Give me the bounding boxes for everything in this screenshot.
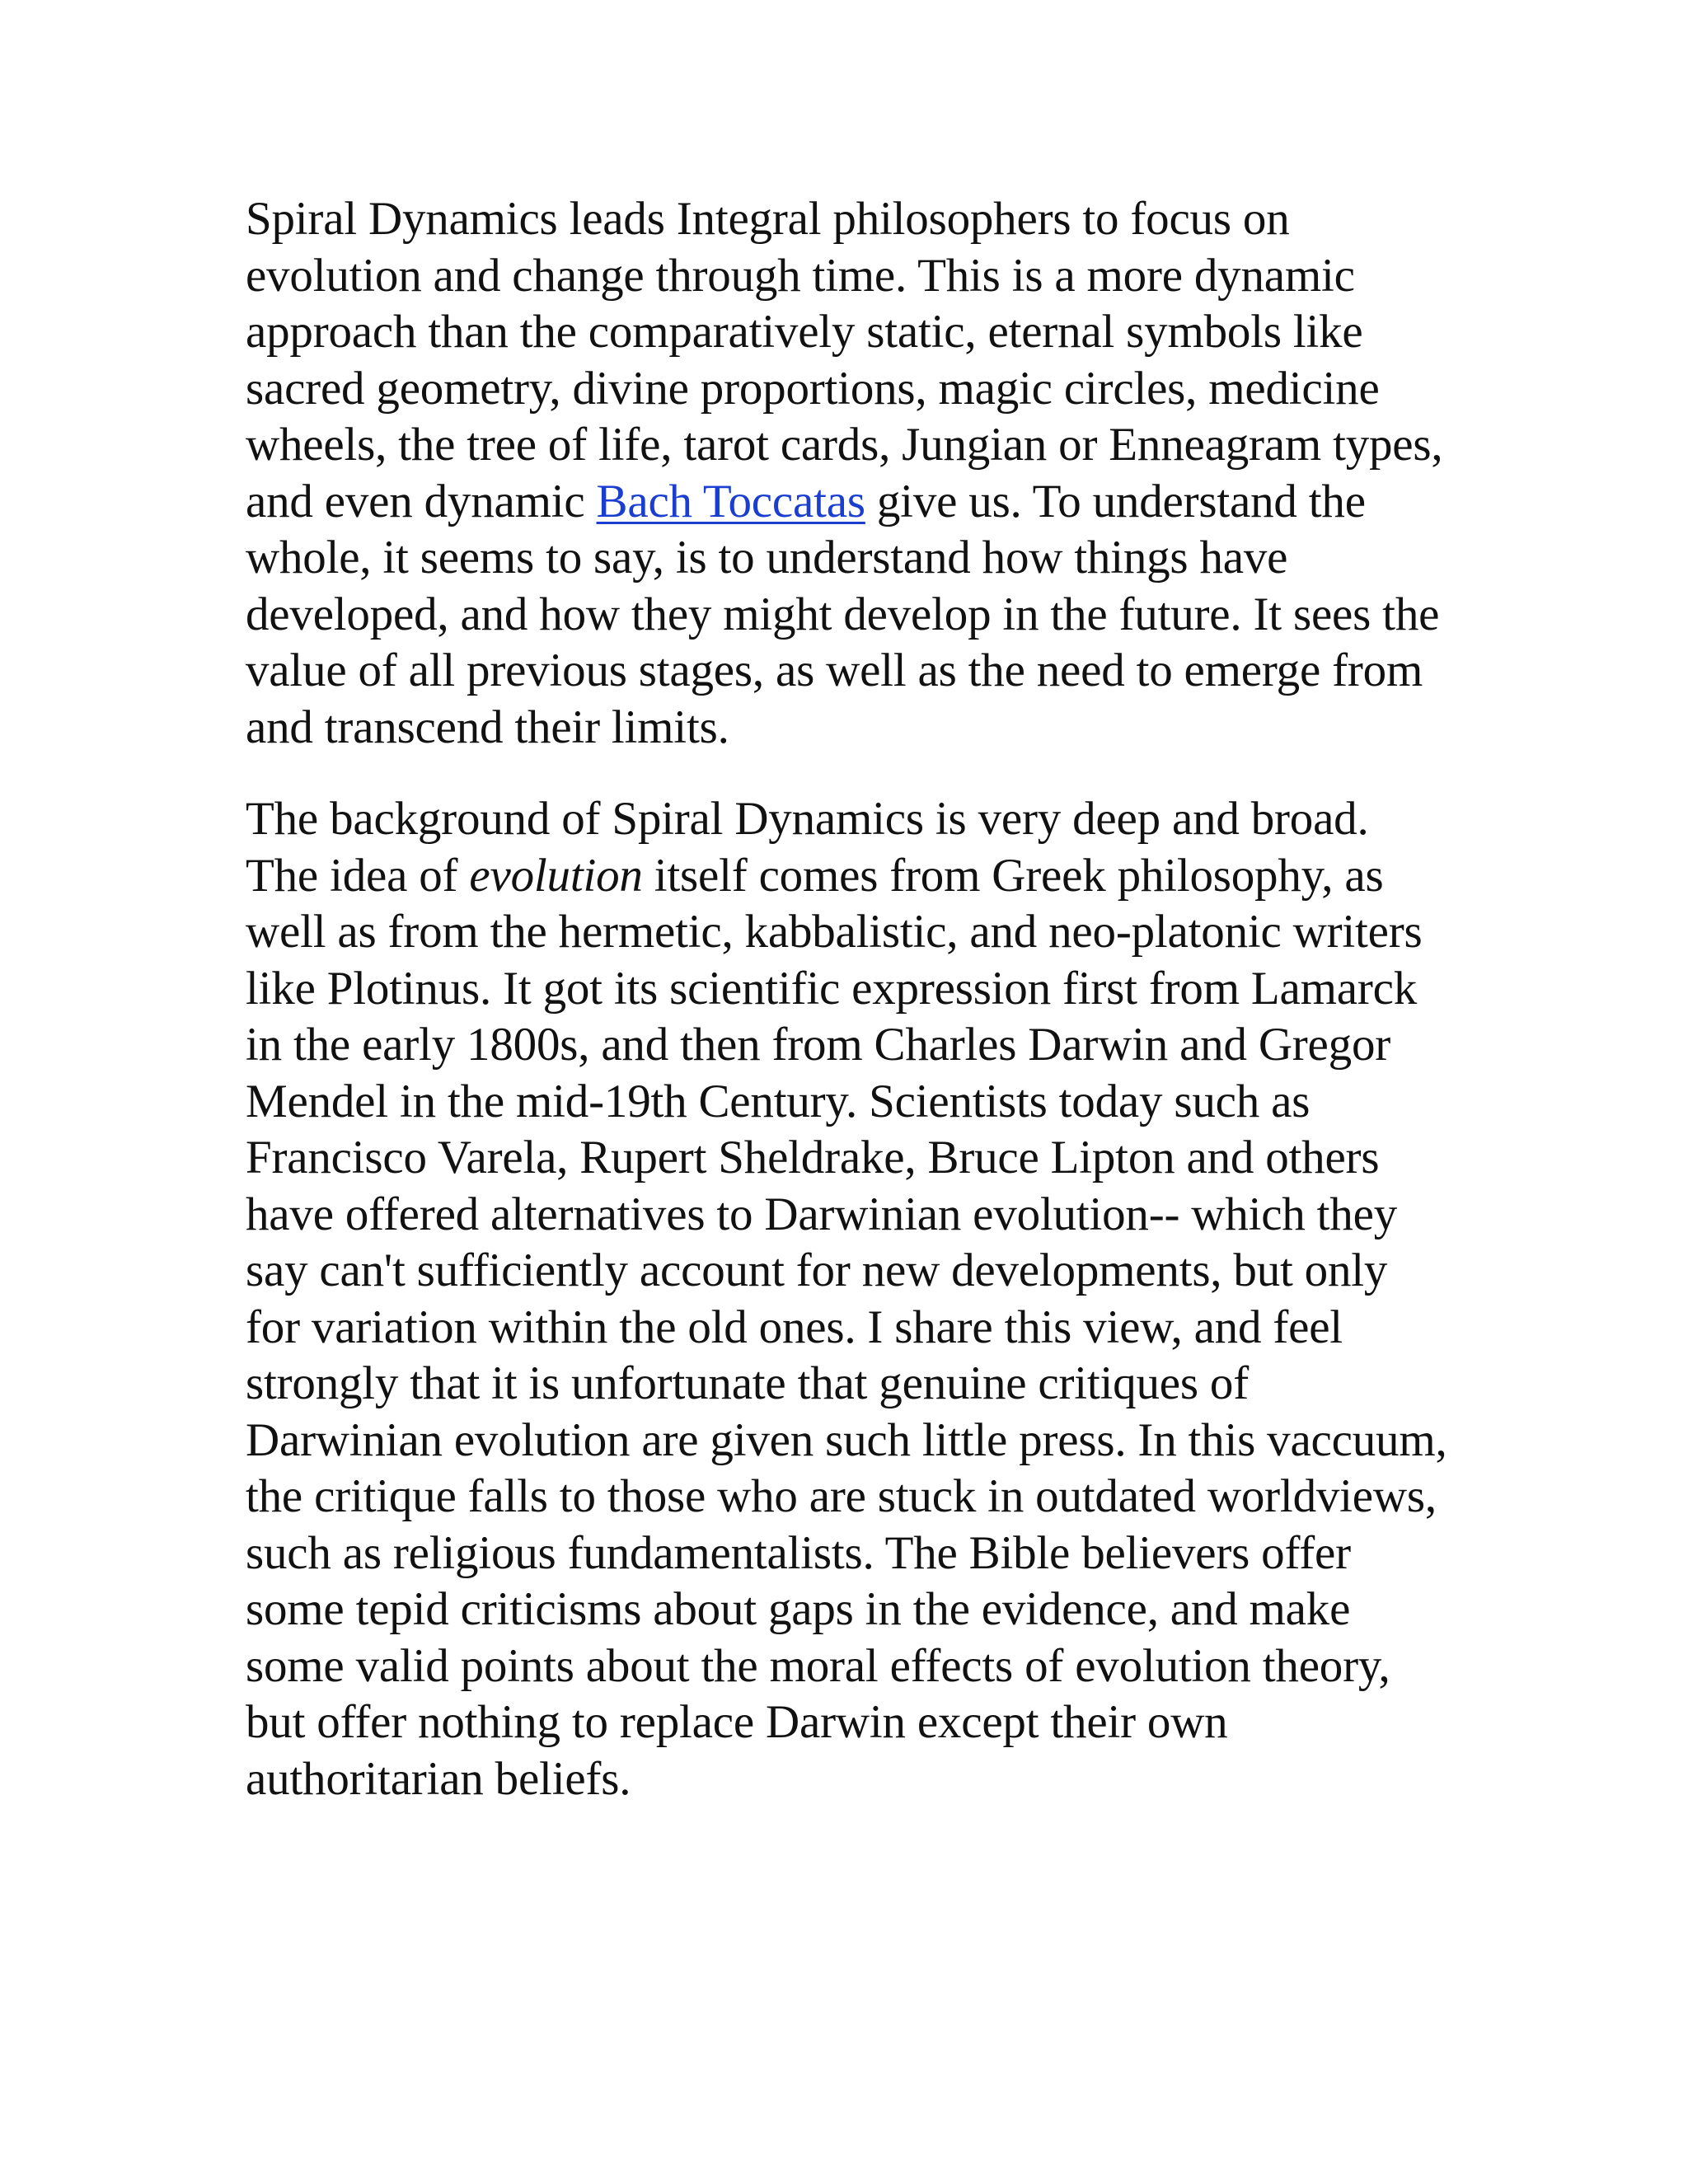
paragraph-1-text-end: give us. To understand the whole, it seems to say, is to understand how things have developed, and how they might develop in the future. It sees the value of all previous stages, as well as the need to emerge from and transcend their limits. [246, 475, 1440, 753]
evolution-emphasis: evolution [469, 849, 643, 902]
paragraph-1-text-start: Spiral Dynamics leads Integral philosophers to focus on evolution and change through time. This is a more dynamic approach than the comparatively static, eternal symbols like sacred geometry, divine proportions, magic circles, medicine wheels, the tree of life, tarot cards, Jungian or Enneagram types, and even dynamic [246, 193, 1443, 527]
paragraph-spiral-dynamics-intro [246, 191, 1449, 756]
paragraph-2-text-start: The background of Spiral Dynamics is very deep and broad. The idea of [246, 793, 1369, 902]
document-body [246, 191, 1449, 1807]
paragraph-background-of-spiral-dynamics [246, 791, 1449, 1807]
paragraph-2-text-end: itself comes from Greek philosophy, as well as from the hermetic, kabbalistic, and neo-platonic writers like Plotinus. It got its scientific expression first from Lamarck in the early 1800s, and then from Charles Darwin and Gregor Mendel in the mid-19th Century. Scientists today such as Francisco Varela, Rupert Sheldrake, Bruce Lipton and others have offered alternatives to Darwinian evolution-- which they say can't sufficiently account for new developments, but only for variation within the old ones. I share this view, and feel strongly that it is unfortunate that genuine critiques of Darwinian evolution are given such little press. In this vaccuum, the critique falls to those who are stuck in outdated worldviews, such as religious fundamentalists. The Bible believers offer some tepid criticisms about gaps in the evidence, and make some valid points about the moral effects of evolution theory, but offer nothing to replace Darwin except their own authoritarian beliefs. [246, 849, 1447, 1805]
bach-toccatas-link[interactable]: Bach Toccatas [596, 475, 865, 527]
